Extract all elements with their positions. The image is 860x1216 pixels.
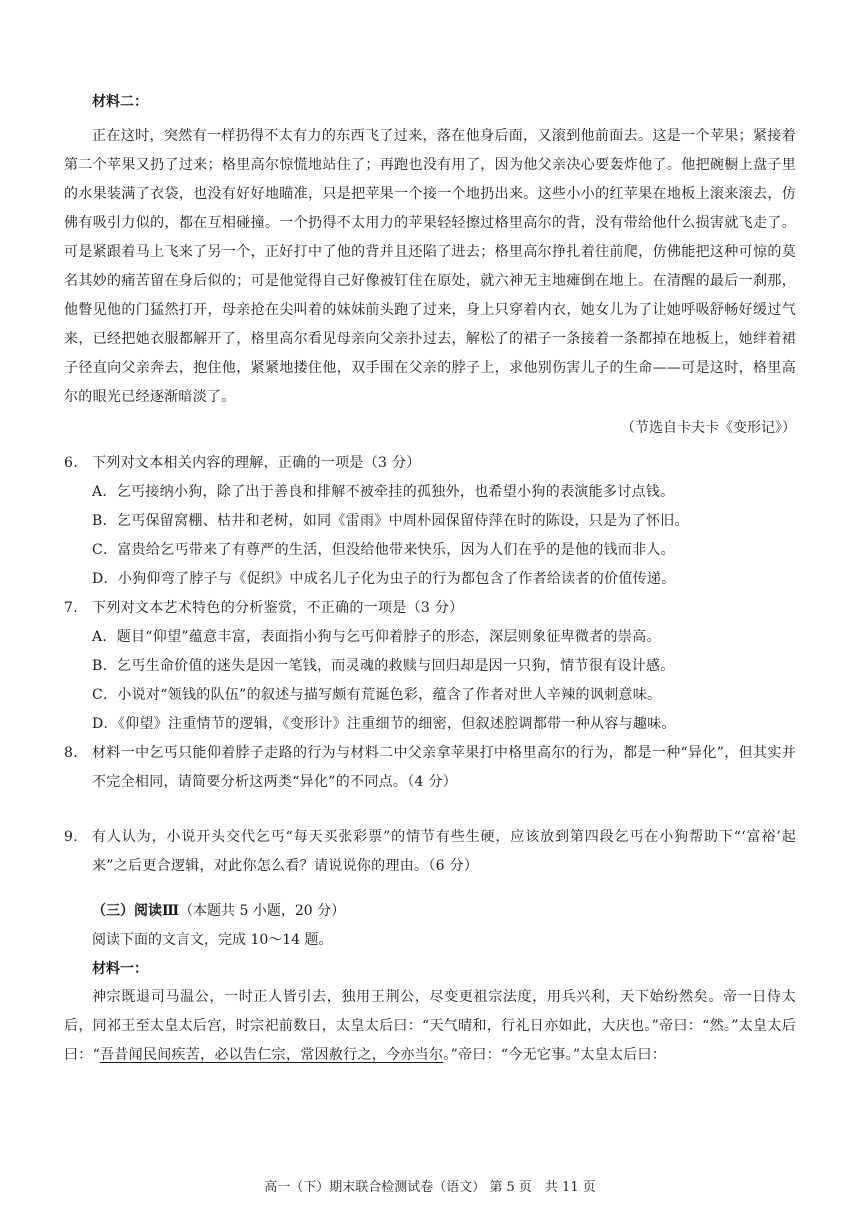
material1-heading: 材料一： (92, 961, 148, 977)
question-9-stem: 有人认为，小说开头交代乞丐“每天买张彩票”的情节有些生硬，应该放到第四段乞丐在小狗帮助下“‘富裕’起来”之后更合逻辑，对此你怎么看？请说说你的理由。（6 分） (92, 829, 796, 874)
question-7-option-b: B．乞丐生命价值的迷失是因一笔钱，而灵魂的救赎与回归却是因一只狗，情节很有设计感。 (92, 658, 675, 674)
section-3-instruction: 阅读下面的文言文，完成 10～14 题。 (92, 932, 333, 948)
page-footer: 高一（下）期末联合检测试卷（语文） 第 5 页 共 11 页 (264, 1180, 596, 1195)
question-7-number: 7. (64, 600, 78, 616)
question-6-number: 6. (64, 455, 78, 471)
question-8-stem: 材料一中乞丐只能仰着脖子走路的行为与材料二中父亲拿苹果打中格里高尔的行为，都是一种“异化”，但其实并不完全相同，请简要分析这两类“异化”的不同点。（4 分） (92, 745, 796, 790)
question-6-option-b: B．乞丐保留窝棚、枯井和老树，如同《雷雨》中周朴园保留侍萍在时的陈设，只是为了怀旧。 (92, 513, 689, 529)
answer-space (64, 881, 796, 897)
answer-space (64, 797, 796, 823)
classical-text-underlined-sentence: 吾昔闻民间疾苦，必以告仁宗，常因赦行之，今亦当尔 (100, 1047, 444, 1063)
material2-paragraph: 正在这时，突然有一样扔得不太有力的东西飞了过来，落在他身后面，又滚到他前面去。这是一个苹果；紧接着第二个苹果又扔了过来；格里高尔惊慌地站住了；再跑也没有用了，因为他父亲决心要轰炸他了。他把碗橱上盘子里的水果装满了衣袋，也没有好好地瞄准，只是把苹果一个接一个地扔出来。这些小小的红苹果在地板上滚来滚去，仿佛有吸引力似的，都在互相碰撞。一个扔得不太用力的苹果轻轻擦过格里高尔的背，没有带给他什么损害就飞走了。可是紧跟着马上飞来了另一个，正好打中了他的背并且还陷了进去；格里高尔挣扎着往前爬，仿佛能把这种可惊的莫名其妙的痛苦留在身后似的；可是他觉得自己好像被钉住在原处，就六神无主地瘫倒在地上。在清醒的最后一刹那，他瞥见他的门猛然打开，母亲抢在尖叫着的妹妹前头跑了过来，身上只穿着内衣，她女儿为了让她呼吸舒畅好缓过气来，已经把她衣服都解开了，格里高尔看见母亲向父亲扑过去，解松了的裙子一条接着一条都掉在地板上，她绊着裙子径直向父亲奔去，抱住他，紧紧地搂住他，双手围在父亲的脖子上，求他别伤害儿子的生命——可是这时，格里高尔的眼光已经逐渐暗淡了。 (64, 128, 796, 405)
classical-text-paragraph (64, 983, 796, 1070)
section-3-heading (92, 897, 796, 926)
question-6-option-a: A．乞丐接纳小狗，除了出于善良和排解不被牵挂的孤独外，也希望小狗的表演能多讨点钱。 (92, 484, 675, 500)
section-3-title: （三）阅读Ⅲ (92, 903, 180, 919)
question-6 (64, 449, 796, 478)
classical-text-part-1: 神宗既退司马温公，一时正人皆引去，独用王荆公，尽变更祖宗法度，用兵兴利，天下始纷然矣。帝一日侍太后，同祁王至太皇太后宫，时宗祀前数日，太皇太后曰：“天气晴和，行礼日亦如此，大庆也。”帝曰：“然。”太皇太后曰：“ (64, 989, 796, 1063)
material2-source: （节选自卡夫卡《变形记》） (621, 420, 796, 436)
question-7-option-c: C．小说对“领钱的队伍”的叙述与描写颇有荒诞色彩，蕴含了作者对世人辛辣的讽刺意味。 (92, 687, 662, 703)
question-7 (64, 594, 796, 623)
material2-heading: 材料二： (92, 94, 148, 110)
question-8-number: 8. (64, 745, 78, 761)
section-3-score-note: （本题共 5 小题，20 分） (179, 903, 346, 919)
question-6-option-c: C．富贵给乞丐带来了有尊严的生活，但没给他带来快乐，因为人们在乎的是他的钱而非人。 (92, 542, 676, 558)
question-7-stem: 下列对文本艺术特色的分析鉴赏，不正确的一项是（3 分） (92, 600, 464, 616)
question-7-option-a: A．题目“仰望”蕴意丰富，表面指小狗与乞丐仰着脖子的形态，深层则象征卑微者的崇高。 (92, 629, 661, 645)
question-8 (64, 739, 796, 797)
question-6-option-d: D．小狗仰弯了脖子与《促织》中成名儿子化为虫子的行为都包含了作者给读者的价值传递。 (92, 571, 676, 587)
question-6-stem: 下列对文本相关内容的理解，正确的一项是（3 分） (92, 455, 421, 471)
classical-text-part-2: 。”帝曰：“今无它事。”太皇太后曰： (443, 1047, 667, 1063)
question-9 (64, 823, 796, 881)
question-9-number: 9. (64, 829, 78, 845)
question-7-option-d: D．《仰望》注重情节的逻辑，《变形计》注重细节的细密，但叙述腔调都带一种从容与趣味。 (92, 716, 676, 732)
